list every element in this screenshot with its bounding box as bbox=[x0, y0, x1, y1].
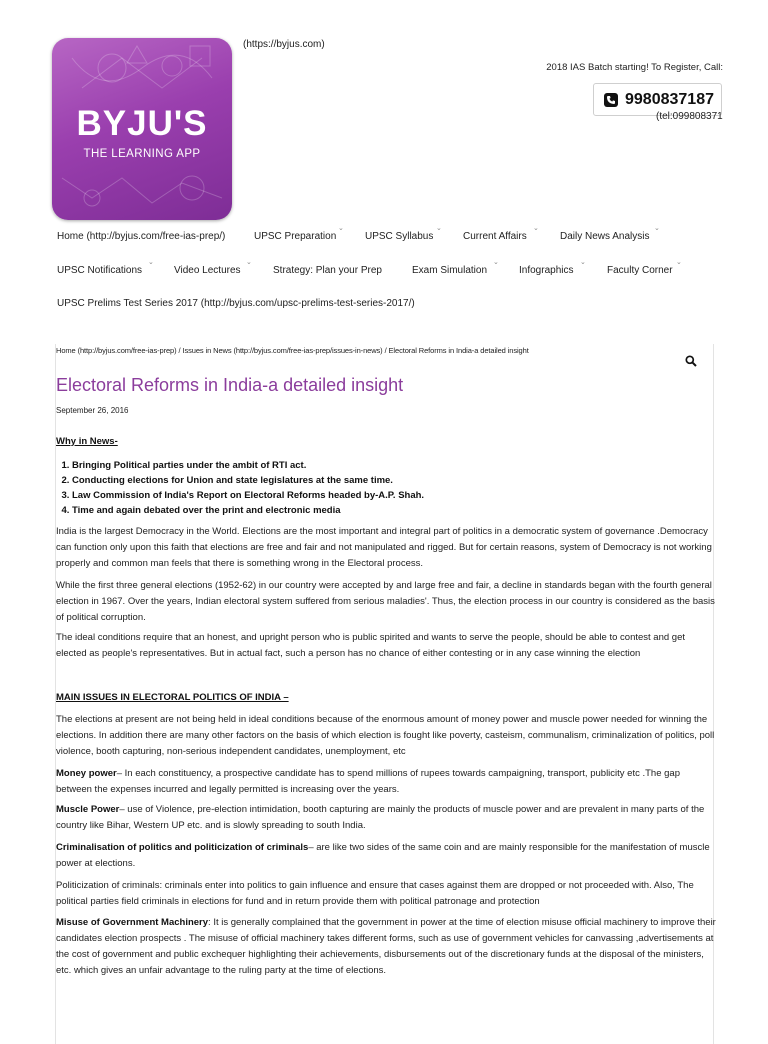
nav-upsc-notifications[interactable]: UPSC Notifications bbox=[57, 265, 143, 276]
list-item: 1. Bringing Political parties under the ambit of RTI act. bbox=[72, 458, 424, 473]
nav-upsc-preparation[interactable]: UPSC Preparation bbox=[254, 231, 337, 242]
muscle-power-label: Muscle Power bbox=[56, 804, 120, 815]
chevron-down-icon: ⌄ bbox=[338, 225, 344, 232]
site-link[interactable]: (https://byjus.com) bbox=[243, 39, 325, 50]
article-date: September 26, 2016 bbox=[56, 406, 129, 415]
nav-infographics[interactable]: Infographics bbox=[519, 265, 574, 276]
nav-exam-simulation[interactable]: Exam Simulation bbox=[412, 265, 488, 276]
misuse-label: Misuse of Government Machinery bbox=[56, 917, 209, 928]
why-in-news-heading: Why in News- bbox=[56, 436, 118, 447]
nav-strategy[interactable]: Strategy: Plan your Prep bbox=[273, 265, 382, 276]
chevron-down-icon: ⌄ bbox=[436, 225, 442, 232]
chevron-down-icon: ⌄ bbox=[676, 259, 682, 266]
list-item: 3. Law Commission of India's Report on Electoral Reforms headed by-A.P. Shah. bbox=[72, 488, 424, 503]
paragraph-muscle-power bbox=[56, 802, 716, 834]
paragraph-criminalisation bbox=[56, 840, 716, 872]
paragraph-politicization: Politicization of criminals: criminals enter into politics to gain influence and ensure that cases against them are dropped or not proceeded with. Also, The political parties field criminals in elections for fund and in return provide them with political patronage and protection bbox=[56, 880, 694, 907]
phone-icon bbox=[604, 93, 618, 107]
chevron-down-icon: ⌄ bbox=[654, 225, 660, 232]
paragraph-issues: The elections at present are not being held in ideal conditions because of the enormous amount of money power and muscle power needed for winning the elections. In addition there are many other factors on the basis of which election is fought like poverty, casteism, communalism, criminalization of politics, poll violence, booth capturing, non-serious independent candidates, unemployment, etc bbox=[56, 714, 715, 757]
money-power-text: – In each constituency, a prospective candidate has to spend millions of rupees towards campaigning, transport, publicity etc .The gap between the expenses incurred and legally permitted is increasing over the years. bbox=[56, 768, 680, 795]
nav-prelims-test-series[interactable]: UPSC Prelims Test Series 2017 (http://byjus.com/upsc-prelims-test-series-2017/) bbox=[57, 298, 415, 309]
logo-tagline: THE LEARNING APP bbox=[83, 148, 201, 160]
chevron-down-icon: ⌄ bbox=[246, 259, 252, 266]
misuse-text: : It is generally complained that the government in power at the time of election misuse official machinery to improve their candidates election prospects . The misuse of official machinery takes different forms, such as use of government vehicles for canvassing ,advertisements at the cost of government and public exchequer highlighting their achievements, disbursements out of the discretionary funds at the disposal of the ministers, etc. which gives an unfair advantage to the ruling party at the time of elections. bbox=[56, 917, 716, 976]
nav-daily-news-analysis[interactable]: Daily News Analysis bbox=[560, 231, 650, 242]
breadcrumb[interactable]: Home (http://byjus.com/free-ias-prep) / Issues in News (http://byjus.com/free-ias-prep/issues-in-news) / Electoral Reforms in India-a detailed insight bbox=[56, 346, 529, 355]
muscle-power-text: – use of Violence, pre-election intimidation, booth capturing are mainly the products of muscle power and are prevalent in many parts of the country like Bihar, Western UP etc. and is slowly spreading to south India. bbox=[56, 804, 705, 831]
chevron-down-icon: ⌄ bbox=[148, 259, 154, 266]
nav-upsc-syllabus[interactable]: UPSC Syllabus bbox=[365, 231, 434, 242]
paragraph-money-power bbox=[56, 766, 716, 798]
search-icon[interactable] bbox=[685, 354, 697, 372]
chevron-down-icon: ⌄ bbox=[533, 225, 539, 232]
paragraph-intro: India is the largest Democracy in the World. Elections are the most important and integral part of politics in a democratic system of governance .Democracy can function only upon this faith that elections are free and fair and not manipulated and rigged. But for certain reasons, system of Democracy is not working properly and common man feels that there is something wrong in the Electoral process. bbox=[56, 526, 712, 569]
criminalisation-text: – are like two sides of the same coin and are mainly responsible for the manifestation of muscle power at elections. bbox=[56, 842, 710, 869]
nav-video-lectures[interactable]: Video Lectures bbox=[174, 265, 241, 276]
chevron-down-icon: ⌄ bbox=[580, 259, 586, 266]
list-item: 4. Time and again debated over the print and electronic media bbox=[72, 503, 424, 518]
paragraph-ideal: The ideal conditions require that an honest, and upright person who is public spirited and wants to serve the people, should be able to contest and get elected as people's representatives. But in actual fact, such a person has no chance of either contesting or in any case winning the election bbox=[56, 632, 685, 659]
phone-number: 9980837187 bbox=[625, 90, 714, 108]
nav-current-affairs[interactable]: Current Affairs bbox=[463, 231, 527, 242]
why-in-news-list bbox=[56, 458, 424, 518]
nav-faculty-corner[interactable]: Faculty Corner bbox=[607, 265, 673, 276]
tel-link[interactable]: (tel:099808371 bbox=[656, 111, 723, 122]
criminalisation-label: Criminalisation of politics and politicization of criminals bbox=[56, 842, 309, 853]
article-title: Electoral Reforms in India-a detailed insight bbox=[56, 375, 404, 395]
logo-wordmark: BYJU'S bbox=[76, 104, 208, 143]
paragraph-misuse bbox=[56, 915, 716, 979]
batch-announcement: 2018 IAS Batch starting! To Register, Call: bbox=[546, 62, 723, 73]
list-item: 2. Conducting elections for Union and state legislatures at the same time. bbox=[72, 473, 424, 488]
main-issues-heading: MAIN ISSUES IN ELECTORAL POLITICS OF INDIA – bbox=[56, 692, 289, 703]
paragraph-history: While the first three general elections (1952-62) in our country were accepted by and large free and fair, a decline in standards began with the fourth general election in 1967. Over the years, Indian electoral system suffered from serious maladies'. Thus, the election process in our country is considered as the basis of political corruption. bbox=[56, 580, 715, 623]
money-power-label: Money power bbox=[56, 768, 117, 779]
byjus-logo[interactable] bbox=[52, 38, 232, 220]
chevron-down-icon: ⌄ bbox=[493, 259, 499, 266]
nav-home[interactable]: Home (http://byjus.com/free-ias-prep/) bbox=[57, 231, 226, 242]
